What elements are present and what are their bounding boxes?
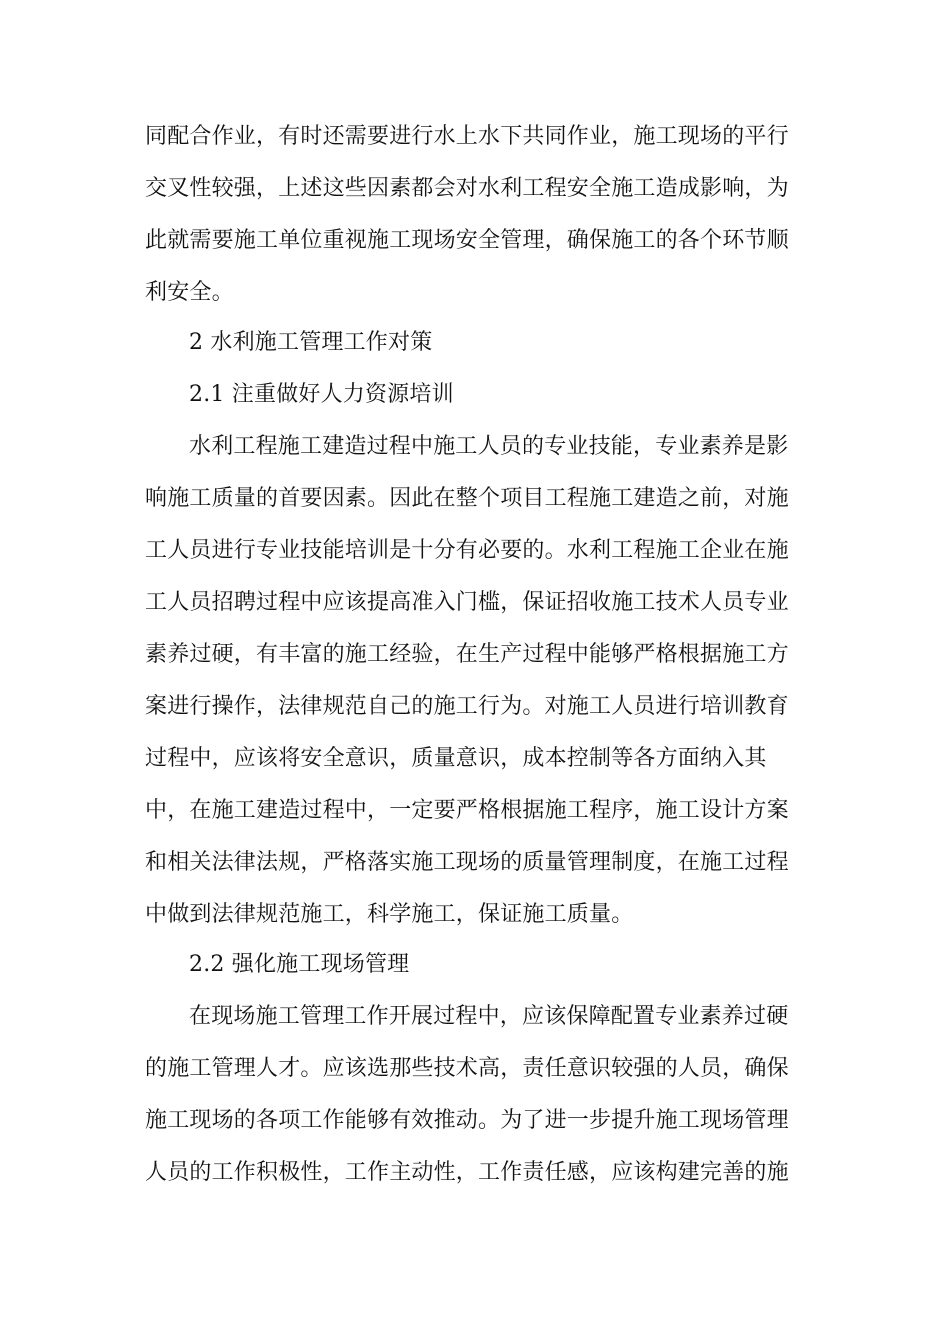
paragraph-line: 此就需要施工单位重视施工现场安全管理，确保施工的各个环节顺 <box>145 228 789 253</box>
paragraph-line: 利安全。 <box>145 280 234 305</box>
paragraph-line: 人员的工作积极性，工作主动性，工作责任感，应该构建完善的施 <box>145 1160 789 1185</box>
paragraph-line: 工人员招聘过程中应该提高准入门槛，保证招收施工技术人员专业 <box>145 590 789 615</box>
paragraph-line: 素养过硬，有丰富的施工经验，在生产过程中能够严格根据施工方 <box>145 642 789 667</box>
paragraph-line: 案进行操作，法律规范自己的施工行为。对施工人员进行培训教育 <box>145 694 789 719</box>
paragraph-line: 交叉性较强，上述这些因素都会对水利工程安全施工造成影响，为 <box>145 176 789 201</box>
paragraph-line: 和相关法律法规，严格落实施工现场的质量管理制度，在施工过程 <box>145 850 789 875</box>
paragraph-line: 水利工程施工建造过程中施工人员的专业技能，专业素养是影 <box>189 434 789 459</box>
paragraph-line: 过程中，应该将安全意识，质量意识，成本控制等各方面纳入其 <box>145 746 767 771</box>
section-heading: 2 水利施工管理工作对策 <box>189 330 433 355</box>
paragraph-line: 同配合作业，有时还需要进行水上水下共同作业，施工现场的平行 <box>145 124 789 149</box>
paragraph-line: 中，在施工建造过程中，一定要严格根据施工程序，施工设计方案 <box>145 798 789 823</box>
paragraph-line: 的施工管理人才。应该选那些技术高，责任意识较强的人员，确保 <box>145 1056 789 1081</box>
paragraph-line: 响施工质量的首要因素。因此在整个项目工程施工建造之前，对施 <box>145 486 789 511</box>
paragraph-line: 工人员进行专业技能培训是十分有必要的。水利工程施工企业在施 <box>145 538 789 563</box>
subsection-heading: 2.1 注重做好人力资源培训 <box>189 382 454 407</box>
paragraph-line: 在现场施工管理工作开展过程中，应该保障配置专业素养过硬 <box>189 1004 789 1029</box>
paragraph-line: 施工现场的各项工作能够有效推动。为了进一步提升施工现场管理 <box>145 1108 789 1133</box>
subsection-heading: 2.2 强化施工现场管理 <box>189 952 410 977</box>
paragraph-line: 中做到法律规范施工，科学施工，保证施工质量。 <box>145 902 634 927</box>
